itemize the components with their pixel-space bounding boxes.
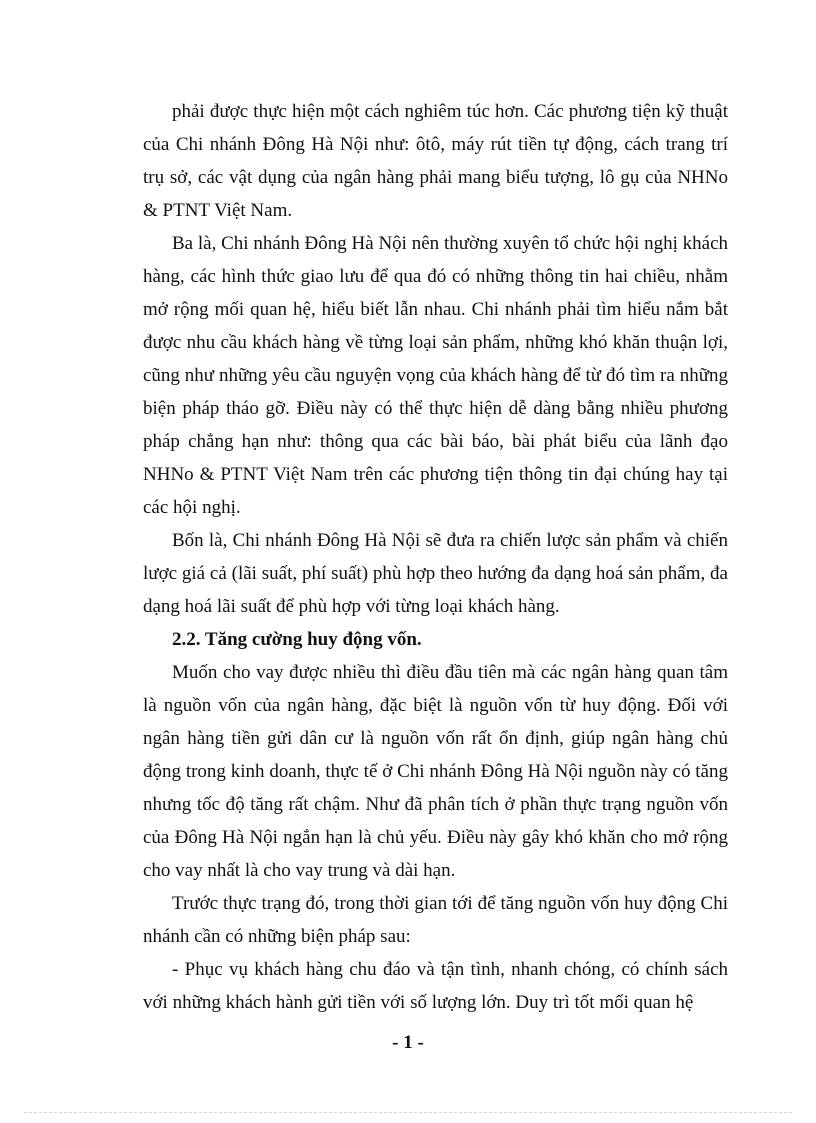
paragraph-product-strategy: Bốn là, Chi nhánh Đông Hà Nội sẽ đưa ra chiến lược sản phẩm và chiến lược giá cả (lãi suất, phí suất) phù hợp theo hướng đa dạng hoá sản phẩm, đa dạng hoá lãi suất để phù hợp với từng loại khách hàng. (143, 530, 728, 617)
section-heading: 2.2. Tăng cường huy động vốn. (172, 629, 422, 650)
paragraph-measures-intro: Trước thực trạng đó, trong thời gian tới để tăng nguồn vốn huy động Chi nhánh cần có những biện pháp sau: (143, 893, 728, 947)
paragraph-customer-conferences: Ba là, Chi nhánh Đông Hà Nội nên thường xuyên tổ chức hội nghị khách hàng, các hình thức giao lưu để qua đó có những thông tin hai chiều, nhằm mở rộng mối quan hệ, hiểu biết lẫn nhau. Chi nhánh phải tìm hiểu nắm bắt được nhu cầu khách hàng về từng loại sản phẩm, những khó khăn thuận lợi, cũng như những yêu cầu nguyện vọng của khách hàng để từ đó tìm ra những biện pháp tháo gỡ. Điều này có thể thực hiện dễ dàng bằng nhiều phương pháp chẳng hạn như: thông qua các bài báo, bài phát biểu của lãnh đạo NHNo & PTNT Việt Nam trên các phương tiện thông tin đại chúng hay tại các hội nghị. (143, 233, 728, 518)
paragraph-capital-sources: Muốn cho vay được nhiều thì điều đầu tiên mà các ngân hàng quan tâm là nguồn vốn của ngân hàng, đặc biệt là nguồn vốn từ huy động. Đối với ngân hàng tiền gửi dân cư là nguồn vốn rất ổn định, giúp ngân hàng chủ động trong kinh doanh, thực tế ở Chi nhánh Đông Hà Nội nguồn này có tăng nhưng tốc độ tăng rất chậm. Như đã phân tích ở phần thực trạng nguồn vốn của Đông Hà Nội ngắn hạn là chủ yếu. Điều này gây khó khăn cho mở rộng cho vay nhất là cho vay trung và dài hạn. (143, 662, 728, 881)
page-bottom-divider (24, 1112, 792, 1113)
paragraph-customer-service: - Phục vụ khách hàng chu đáo và tận tình, nhanh chóng, có chính sách với những khách hành gửi tiền với số lượng lớn. Duy trì tốt mối quan hệ (143, 959, 728, 1013)
page-number: - 1 - (392, 1032, 424, 1053)
paragraph-technical-means: phải được thực hiện một cách nghiêm túc hơn. Các phương tiện kỹ thuật của Chi nhánh Đông Hà Nội như: ôtô, máy rút tiền tự động, cách trang trí trụ sở, các vật dụng của ngân hàng phải mang biểu tượng, lô gụ của NHNo & PTNT Việt Nam. (143, 101, 728, 221)
page-body (143, 95, 728, 1019)
